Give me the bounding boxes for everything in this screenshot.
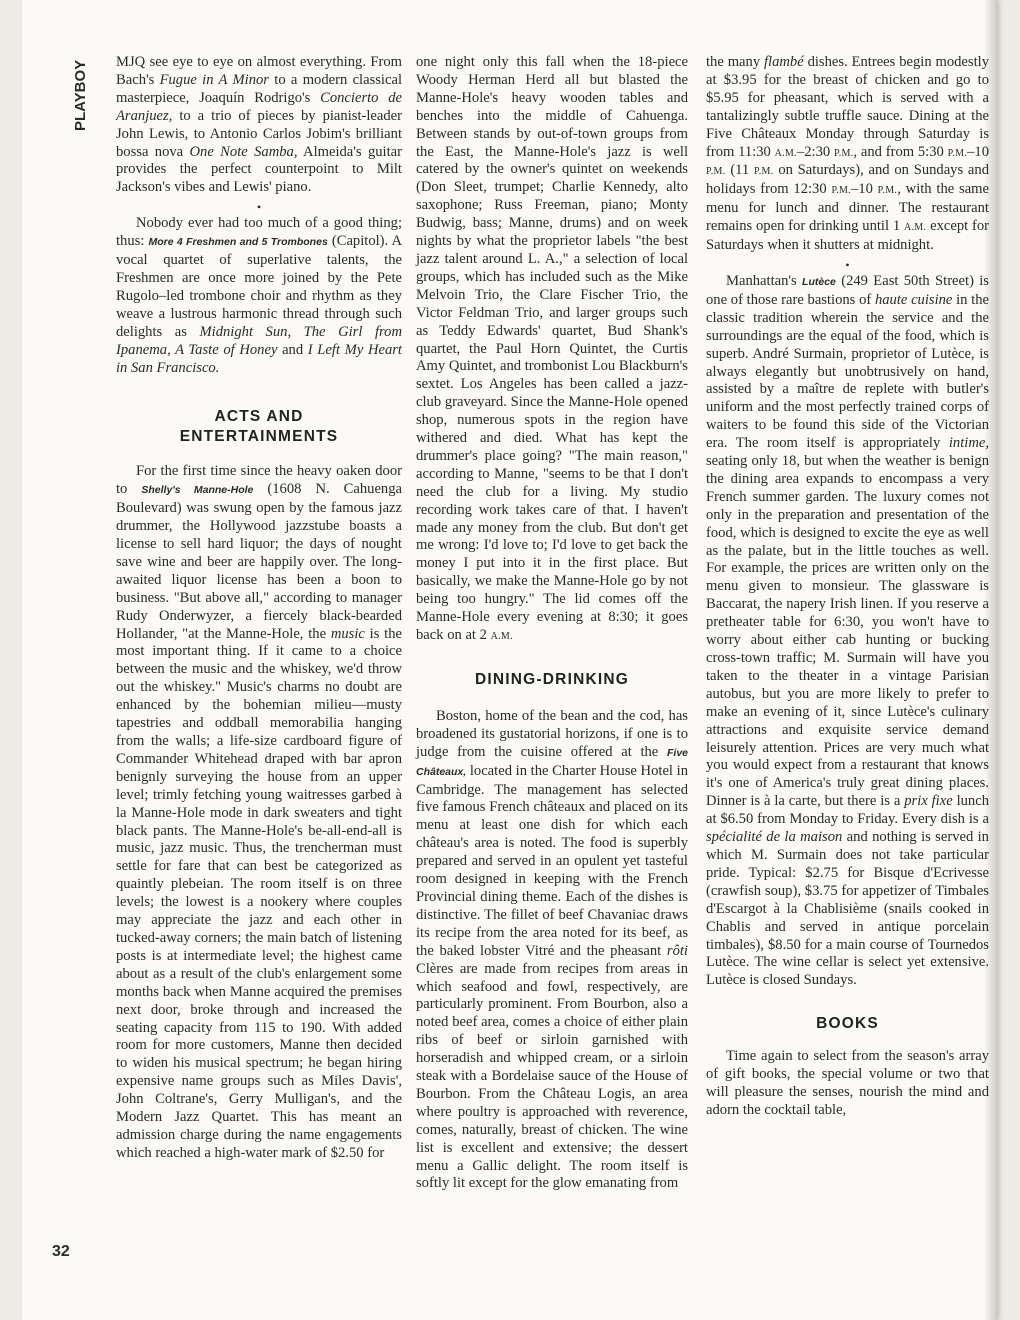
paragraph-five-chateaux [416, 708, 688, 1193]
emphasis-run: haute cuisine [874, 291, 953, 308]
heading-acts-line2: ENTERTAINMENTS [179, 428, 339, 446]
column-1 [116, 54, 402, 1163]
time-abbrev: P.M. [706, 166, 726, 178]
paragraph-manne-hole [116, 463, 402, 1162]
time-abbrev: P.M. [831, 185, 851, 197]
emphasis-run: flambé [763, 54, 804, 70]
text-run: is the most important thing. If it came to a choice between the music and the whiskey, we'd throw out the whiskey." Music's charms no doubt are enhanced by the bohemian milieu—musty tapestries and oddball memorabilia hanging from the walls; a life-size cardboard figure of Commander Whitehead draped with bar apron benignly surveying the house from an upper level; trimly fetching young waitresses garbed à la Manne-Hole mode in dark sweaters and tight black pants. The Manne-Hole's be-all-end-all is music, jazz music. Thus, the trencherman must settle for fare that can best be categorized as quaintly plebeian. The room itself is on three levels; the lowest is a nookery where couples may appreciate the jazz and each other in tucked-away corners; the main batch of listening posts is at intermediate level; the highest came about as a result of the club's enlargement some months back when Manne acquired the premises next door, broke through and increased the seating capacity from 115 to 190. With added room for more customers, Manne then decided to widen his musical spectrum; he began hiring expensive name groups such as Miles Davis', John Coltrane's, Gerry Mulligan's, and the Modern Jazz Quartet. This has meant an admission charge during the name engagements which reached a high-water mark of $2.50 for [116, 625, 402, 1161]
text-run: , with the same menu for lunch and dinner. The restaurant remains open for drinking until 1 [706, 181, 989, 235]
text-run: (1608 N. Cahuenga Boulevard) was swung open by the famous jazz drummer, the Hollywood jazzstube boasts a license to sell hard liquor; the days of nought save wine and beer are happily over. The long-awaited liquor license has been a boon to business. "But above all," according to manager Rudy Onderwyzer, a fiercely black-bearded Hollander, "at the Manne-Hole, the [116, 481, 402, 642]
text-run: Clères are made from recipes from areas in which seafood and fowl, respectively, are particularly prominent. From Bourbon, also a noted beef area, comes a choice of either plain ribs of beef or sirloin garnished with horseradish and whipped cream, or a sirloin steak with a Bordelaise sauce of the House of Bourbon. From the Château Logis, an area where poultry is approached with reverence, comes, naturally, breast of chicken. The wine list is excellent and extensive; the dessert menu a Gallic delight. The room itself is softly lit except for the glow emanating from [416, 960, 688, 1192]
title-run: One Note Samba, [189, 143, 298, 160]
title-run: Fugue in A Minor [159, 71, 269, 88]
text-run: (249 East 50th Street) is one of those rare bastions of [706, 272, 989, 308]
paragraph-five-chateaux-cont [706, 54, 989, 255]
title-run: Concierto de Aranjuez, [116, 89, 402, 124]
text-run: and [277, 341, 308, 358]
venue-name: Shelly's Manne-Hole [141, 484, 254, 497]
text-run: located in the Charter House Hotel in Cambridge. The management has selected five famous French châteaux and placed on its menu at least one dish for which each château's area is noted. The food is superbly prepared and served in an opulent yet tasteful room designed in keeping with the French Provincial dining theme. Each of the dishes is distinctive. The fillet of beef Chavaniac draws its recipe from the area noted for its beef, as the baked lobster Vitré and the pheasant [416, 762, 688, 959]
text-run: to a trio of pieces by pianist-leader John Lewis, to Antonio Carlos Jobim's brilliant bossa nova [116, 107, 402, 160]
emphasis-run: music [330, 625, 365, 642]
heading-dining: DINING-DRINKING [474, 670, 630, 688]
heading-books: BOOKS [816, 1015, 879, 1033]
text-run: MJQ see eye to eye on almost everything. From Bach's [116, 54, 402, 88]
time-abbrev: P.M. [833, 147, 854, 159]
text-run: Nobody ever had too much of a good thing; thus: [116, 215, 402, 250]
text-run: the many [706, 54, 764, 70]
emphasis-run: rôti [666, 942, 688, 959]
paragraph-mjq [116, 54, 402, 197]
venue-name: Lutèce [802, 275, 836, 288]
magazine-page [22, 0, 998, 1320]
text-run: on Saturdays), and on Sundays and holidays from 12:30 [706, 162, 989, 198]
text-run: dishes. Entrees begin modestly at $3.95 for the breast of chicken and go to $5.95 for pheasant, which is served with a tantalizingly subtle truffle sauce. Dining at the Five Châteaux Monday through Saturday is from 11:30 [706, 54, 989, 160]
time-abbrev: A.M. [774, 147, 797, 159]
page-number: 32 [52, 1243, 70, 1260]
text-run: in the classic tradition wherein the service and the surroundings are the equal of the food, which is superb. André Surmain, proprietor of Lutèce, is always elegantly but unobtrusively on hand, assisted by a maître de replete with butler's uniform and the most perfectly trained corps of waiters to be found this side of the Victorian era. The room itself is appropriately [706, 291, 989, 452]
text-run: , and from 5:30 [853, 143, 948, 160]
text-run: Boston, home of the bean and the cod, has broadened its gustatorial horizons, if one is to judge from the cuisine offered at the [416, 707, 688, 760]
time-abbrev: P.M. [877, 185, 898, 197]
title-run: Midnight Sun, The Girl from Ipanema, A Taste of Honey [116, 323, 402, 358]
text-run: For the first time since the heavy oaken door to [116, 463, 402, 498]
time-abbrev: P.M. [754, 166, 774, 178]
section-bullet: • [256, 200, 262, 215]
text-run: seating only 18, but when the weather is benign the dining area expands to encompass a very French summer garden. The luxury comes not only in the preparation and presentation of the food, which is designed to excite the eye as well as the palate, but in the little touches as well. For example, the prices are written only on the menu given to monsieur. The glassware is Baccarat, the napery Irish linen. If you reserve a pretheater table for 6:30, you won't have to worry about either cab hunting or bucking cross-town traffic; M. Surmain will have you taken to the theater in a vintage Parisian autobus, but you are more likely to prefer to make an evening of it, since Lutèce's culinary attractions and exquisite service demand leisurely attention. Prices are very much what you would expect from a restaurant that knows it's one of America's truly great dining places. Dinner is à la carte, but there is a [706, 453, 989, 810]
text-run: Almeida's guitar provides the perfect counterpoint to Milt Jackson's vibes and Lewis' piano. [116, 143, 402, 196]
text-run: (11 [725, 162, 754, 179]
time-abbrev: A.M. [903, 222, 927, 234]
paragraph-manne-hole-cont [416, 54, 688, 646]
emphasis-run: intime, [948, 435, 989, 452]
text-run: and nothing is served in which M. Surmain does not take particular pride. Typical: $2.75 for Bisque d'Ecrivesse (crawfish soup), $3.75 for appetizer of Timbales d'Escargot à la Chablisième (snails cooked in Chablis and served in antique porcelain timbales), $8.50 for a main course of Tournedos Lutèce. The wine cellar is select yet extensive. Lutèce is closed Sundays. [706, 829, 989, 989]
time-abbrev: P.M. [947, 147, 968, 159]
paragraph-freshmen [116, 215, 402, 377]
text-run: lunch at $6.50 from Monday to Friday. Every dish is a [706, 793, 990, 828]
time-abbrev: A.M. [490, 631, 513, 642]
venue-name: Five Châteaux, [416, 746, 688, 778]
text-run: –10 [850, 181, 878, 198]
column-2 [416, 54, 688, 1193]
text-run: to a modern classical masterpiece, Joaquín Rodrigo's [116, 71, 402, 106]
masthead: PLAYBOY [72, 60, 89, 132]
emphasis-run: prix fixe [904, 793, 953, 810]
emphasis-run: spécialité de la maison [706, 829, 843, 846]
text-run: one night only this fall when the 18-piece Woody Herman Herd all but blasted the Manne-Hole's heavy wooden tables and benches into the middle of Cahuenga. Between stands by out-of-town groups from the East, the Manne-Hole's jazz is well catered by the owner's quintet on weekends (Don Sleet, trumpet; Charlie Kennedy, alto saxophone; Russ Freeman, piano; Monty Budwig, bass; Manne, drums) and on week nights by what the proprietor labels "the best jazz talent around L. A.," a selection of local groups, which has included such as the Mike Melvoin Trio, the Clare Fischer Trio, the Victor Feldman Trio, and larger groups such as Teddy Edwards' quartet, Bud Shank's quartet, the Paul Horn Quintet, the Curtis Amy Quintet, and trombonist Lou Blackburn's sextet. Los Angeles has been called a jazz-club graveyard. Since the Manne-Hole opened shop, numerous spots in the region have withered and died. What has kept the drummer's place going? "The main reason," according to Manne, "seems to be that I don't need the club for a living. My studio recording work takes care of that. I haven't made any money from the club. But don't get me wrong: I'd love to; I'd love to get back the money I put into it in the first place. But basically, we make the Manne-Hole go by not being too hungry." The lid comes off the Manne-Hole every evening at 8:30; it goes back on at 2 [416, 54, 688, 643]
text-run: except for Saturdays when it shutters at midnight. [706, 218, 989, 254]
album-title: More 4 Freshmen and 5 Trombones [148, 236, 328, 249]
section-bullet: • [845, 257, 850, 272]
text-run: –10 [967, 143, 989, 160]
column-3 [706, 54, 989, 1120]
text-run: –2:30 [796, 143, 834, 160]
title-run: I Left My Heart in San Francisco. [116, 341, 402, 376]
paragraph-books: Time again to select from the season's array of gift books, the special volume or two that will pleasure the senses, nourish the mind and adorn the cocktail table, [706, 1048, 989, 1118]
text-run: Manhattan's [726, 272, 803, 289]
text-run: (Capitol). A vocal quartet of superlative talents, the Freshmen are once more joined by the Pete Rugolo–led trombone choir and rhythm as they weave a lustrous harmonic thread through such delights as [116, 233, 403, 340]
paragraph-lutece [706, 273, 989, 990]
heading-acts-line1: ACTS AND [214, 408, 304, 426]
